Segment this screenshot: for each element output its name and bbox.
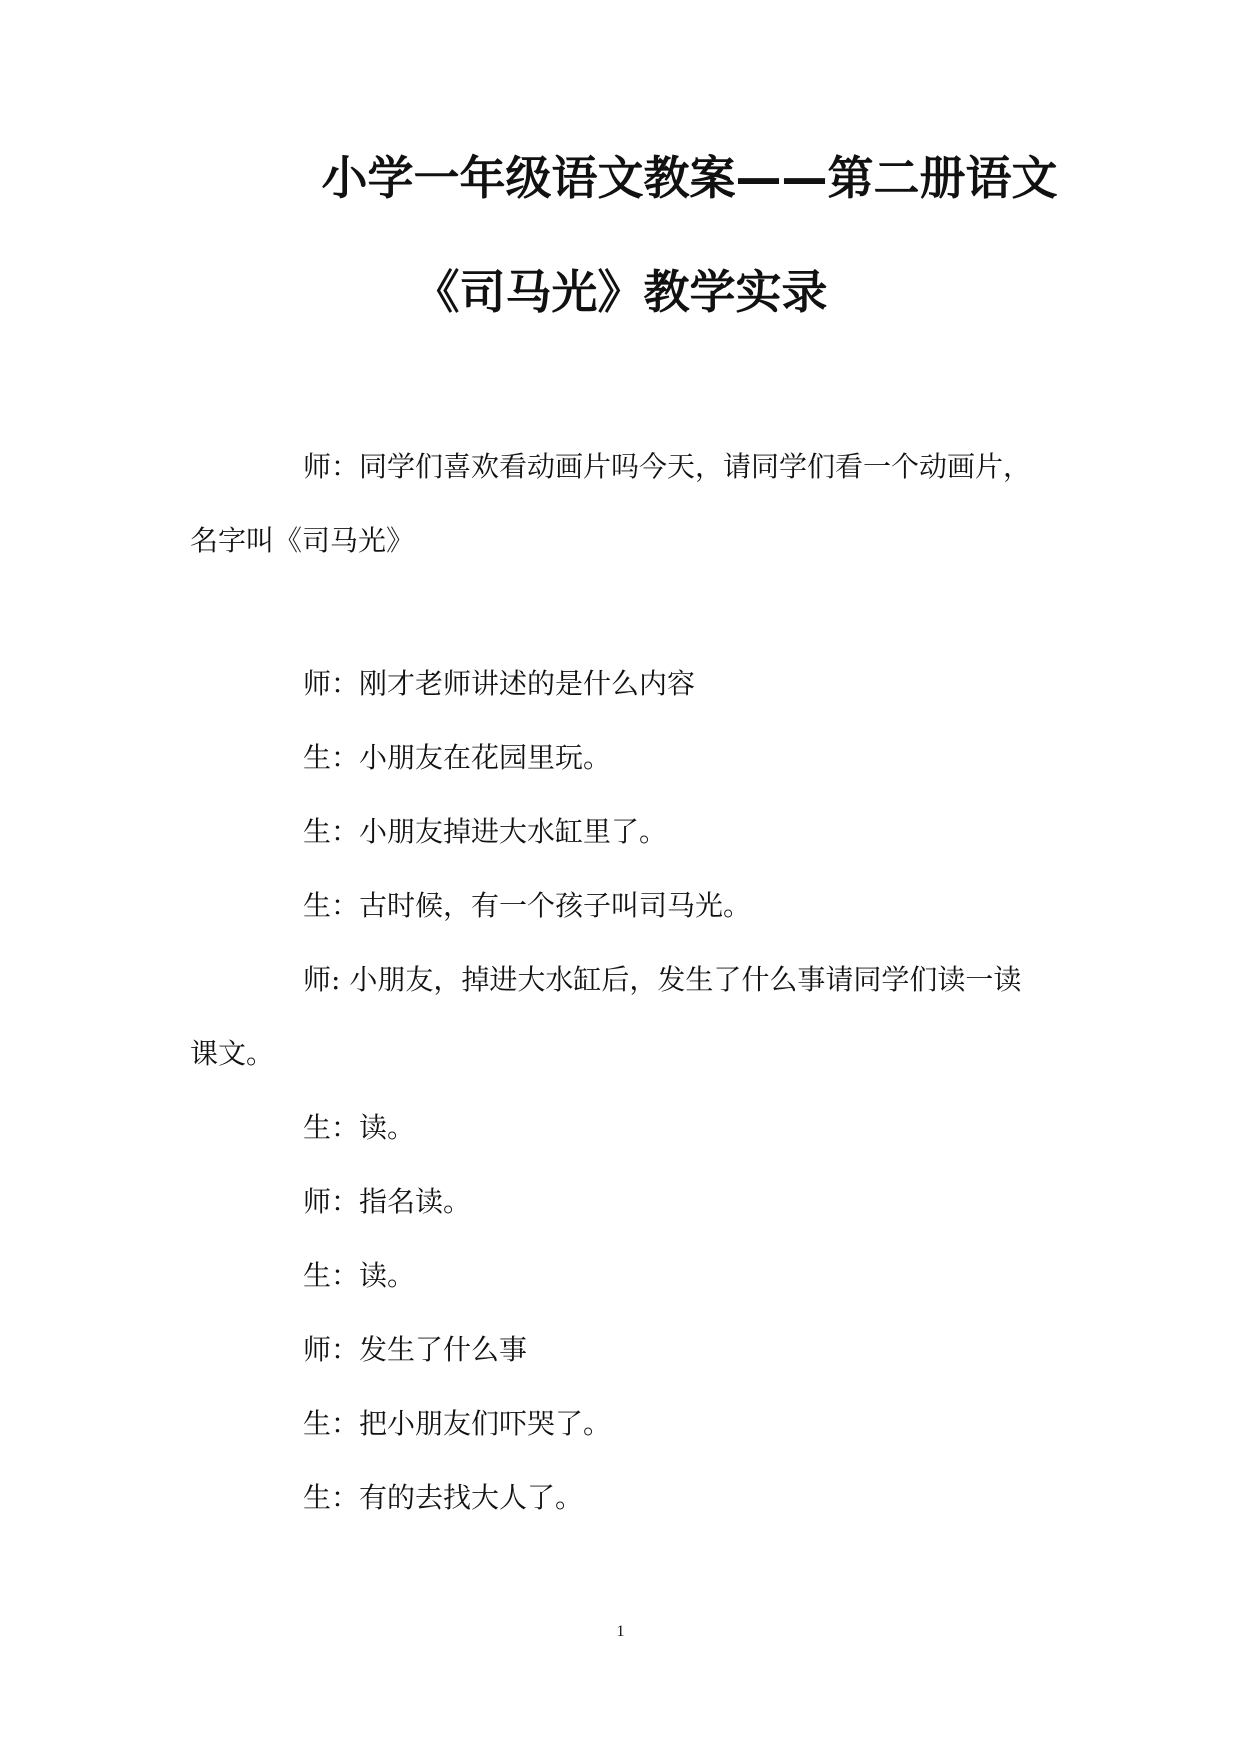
paragraph-10 [190,1333,1060,1367]
paragraph-1-line-1: 师：同学们喜欢看动画片吗今天，请同学们看一个动画片， [303,450,1032,483]
paragraph-11-line-1: 生：把小朋友们吓哭了。 [303,1407,612,1440]
paragraph-2 [190,667,1060,701]
paragraph-9-line-1: 生：读。 [303,1259,416,1292]
document-title-line-1: 小学一年级语文教案——第二册语文 [321,151,1058,205]
paragraph-1 [190,450,1060,484]
paragraph-7-line-1: 生：读。 [303,1111,416,1144]
document-title-line-2: 《司马光》教学实录 [413,265,828,319]
paragraph-4 [190,815,1060,849]
paragraph-6 [190,963,1060,997]
paragraph-11 [190,1407,1060,1441]
page-number: 1 [616,1623,625,1640]
paragraph-10-line-1: 师：发生了什么事 [303,1333,528,1366]
paragraph-12-line-1: 生：有的去找大人了。 [303,1481,584,1514]
paragraph-5-line-1: 生：古时候，有一个孩子叫司马光。 [303,889,752,922]
paragraph-3-line-1: 生：小朋友在花园里玩。 [303,741,612,774]
paragraph-5 [190,889,1060,923]
paragraph-1-line-2: 名字叫《司马光》 [190,524,415,557]
paragraph-12 [190,1481,1060,1515]
paragraph-8 [190,1185,1060,1219]
paragraph-4-line-1: 生：小朋友掉进大水缸里了。 [303,815,668,848]
paragraph-6-line-1: 师: 小朋友，掉进大水缸后，发生了什么事请同学们读一读 [303,963,1022,996]
paragraph-9 [190,1259,1060,1293]
paragraph-7 [190,1111,1060,1145]
paragraph-2-line-1: 师：刚才老师讲述的是什么内容 [303,667,696,700]
paragraph-3 [190,741,1060,775]
paragraph-6-line-2: 课文。 [190,1037,275,1070]
paragraph-8-line-1: 师：指名读。 [303,1185,472,1218]
